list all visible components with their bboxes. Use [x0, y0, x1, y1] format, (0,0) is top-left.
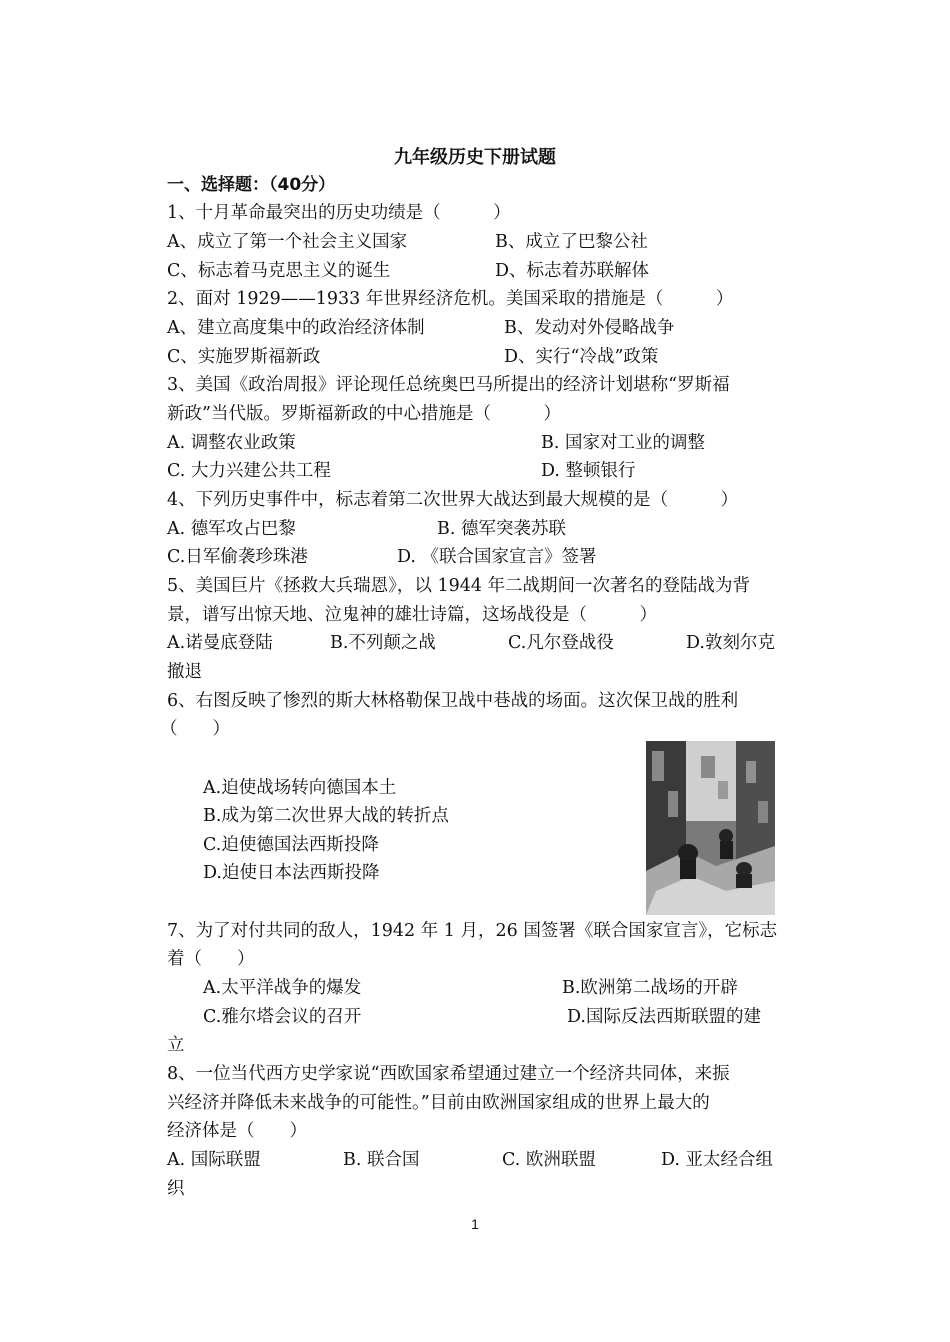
page-title: 九年级历史下册试题 — [394, 147, 556, 168]
question-6-line-2: （ ） — [160, 719, 230, 739]
question-8-line-1: 8、一位当代西方史学家说“西欧国家希望通过建立一个经济共同体，来振 — [167, 1064, 730, 1084]
q4-option-c: C.日军偷袭珍珠港 — [167, 547, 308, 567]
question-5-line-2: 景，谱写出惊天地、泣鬼神的雄壮诗篇，这场战役是（ ） — [167, 605, 657, 625]
q1-option-c: C、标志着马克思主义的诞生 — [167, 261, 391, 281]
q2-option-a: A、建立高度集中的政治经济体制 — [167, 318, 425, 338]
q7-option-a: A.太平洋战争的爆发 — [203, 978, 362, 998]
q3-option-c: C. 大力兴建公共工程 — [167, 461, 331, 481]
q6-option-d: D.迫使日本法西斯投降 — [203, 863, 380, 883]
q6-option-c: C.迫使德国法西斯投降 — [203, 835, 379, 855]
q5-option-d-continued: 撤退 — [167, 662, 202, 682]
question-6-line-1: 6、右图反映了惨烈的斯大林格勒保卫战中巷战的场面。这次保卫战的胜利 — [167, 691, 739, 711]
question-8-line-2: 兴经济并降低未来战争的可能性。”目前由欧洲国家组成的世界上最大的 — [167, 1093, 710, 1113]
section-heading: 一、选择题：（40分） — [167, 175, 336, 195]
q7-option-d-continued: 立 — [167, 1035, 185, 1055]
question-4: 4、下列历史事件中，标志着第二次世界大战达到最大规模的是（ ） — [167, 490, 739, 510]
q2-option-c: C、实施罗斯福新政 — [167, 347, 321, 367]
question-7-line-2: 着（ ） — [167, 949, 255, 969]
q5-option-d: D.敦刻尔克 — [686, 633, 775, 653]
q4-option-d: D. 《联合国家宣言》签署 — [397, 547, 597, 567]
question-1: 1、十月革命最突出的历史功绩是（ ） — [167, 203, 511, 223]
q8-option-a: A. 国际联盟 — [167, 1150, 261, 1170]
q7-option-b: B.欧洲第二战场的开辟 — [562, 978, 738, 998]
q3-option-a: A. 调整农业政策 — [167, 433, 296, 453]
q8-option-b: B. 联合国 — [343, 1150, 420, 1170]
question-7-line-1: 7、为了对付共同的敌人，1942 年 1 月，26 国签署《联合国家宣言》，它标志 — [167, 921, 778, 941]
q7-option-c: C.雅尔塔会议的召开 — [203, 1007, 362, 1027]
q6-option-b: B.成为第二次世界大战的转折点 — [203, 806, 449, 826]
q5-option-b: B.不列颠之战 — [330, 633, 436, 653]
q5-option-a: A.诺曼底登陆 — [167, 633, 273, 653]
question-8-line-3: 经济体是（ ） — [167, 1121, 307, 1141]
question-3-line-1: 3、美国《政治周报》评论现任总统奥巴马所提出的经济计划堪称“罗斯福 — [167, 375, 730, 395]
q3-option-b: B. 国家对工业的调整 — [541, 433, 705, 453]
q1-option-b: B、成立了巴黎公社 — [495, 232, 648, 252]
q4-option-b: B. 德军突袭苏联 — [437, 519, 566, 539]
q5-option-c: C.凡尔登战役 — [508, 633, 614, 653]
question-2: 2、面对 1929——1933 年世界经济危机。美国采取的措施是（ ） — [167, 289, 734, 309]
q8-option-c: C. 欧洲联盟 — [502, 1150, 596, 1170]
q2-option-b: B、发动对外侵略战争 — [504, 318, 675, 338]
q8-option-d: D. 亚太经合组 — [661, 1150, 774, 1170]
q1-option-d: D、标志着苏联解体 — [495, 261, 650, 281]
q8-option-d-continued: 织 — [167, 1179, 185, 1199]
q3-option-d: D. 整顿银行 — [541, 461, 636, 481]
q6-option-a: A.迫使战场转向德国本土 — [203, 778, 397, 798]
question-5-line-1: 5、美国巨片《拯救大兵瑞恩》，以 1944 年二战期间一次著名的登陆战为背 — [167, 576, 751, 596]
question-3-line-2: 新政”当代版。罗斯福新政的中心措施是（ ） — [167, 404, 561, 424]
q1-option-a: A、成立了第一个社会主义国家 — [167, 232, 408, 252]
q4-option-a: A. 德军攻占巴黎 — [167, 519, 296, 539]
q7-option-d: D.国际反法西斯联盟的建 — [567, 1007, 761, 1027]
q2-option-d: D、实行“冷战”政策 — [504, 347, 659, 367]
page-number: 1 — [471, 1216, 479, 1232]
stalingrad-battle-photo — [646, 741, 775, 915]
